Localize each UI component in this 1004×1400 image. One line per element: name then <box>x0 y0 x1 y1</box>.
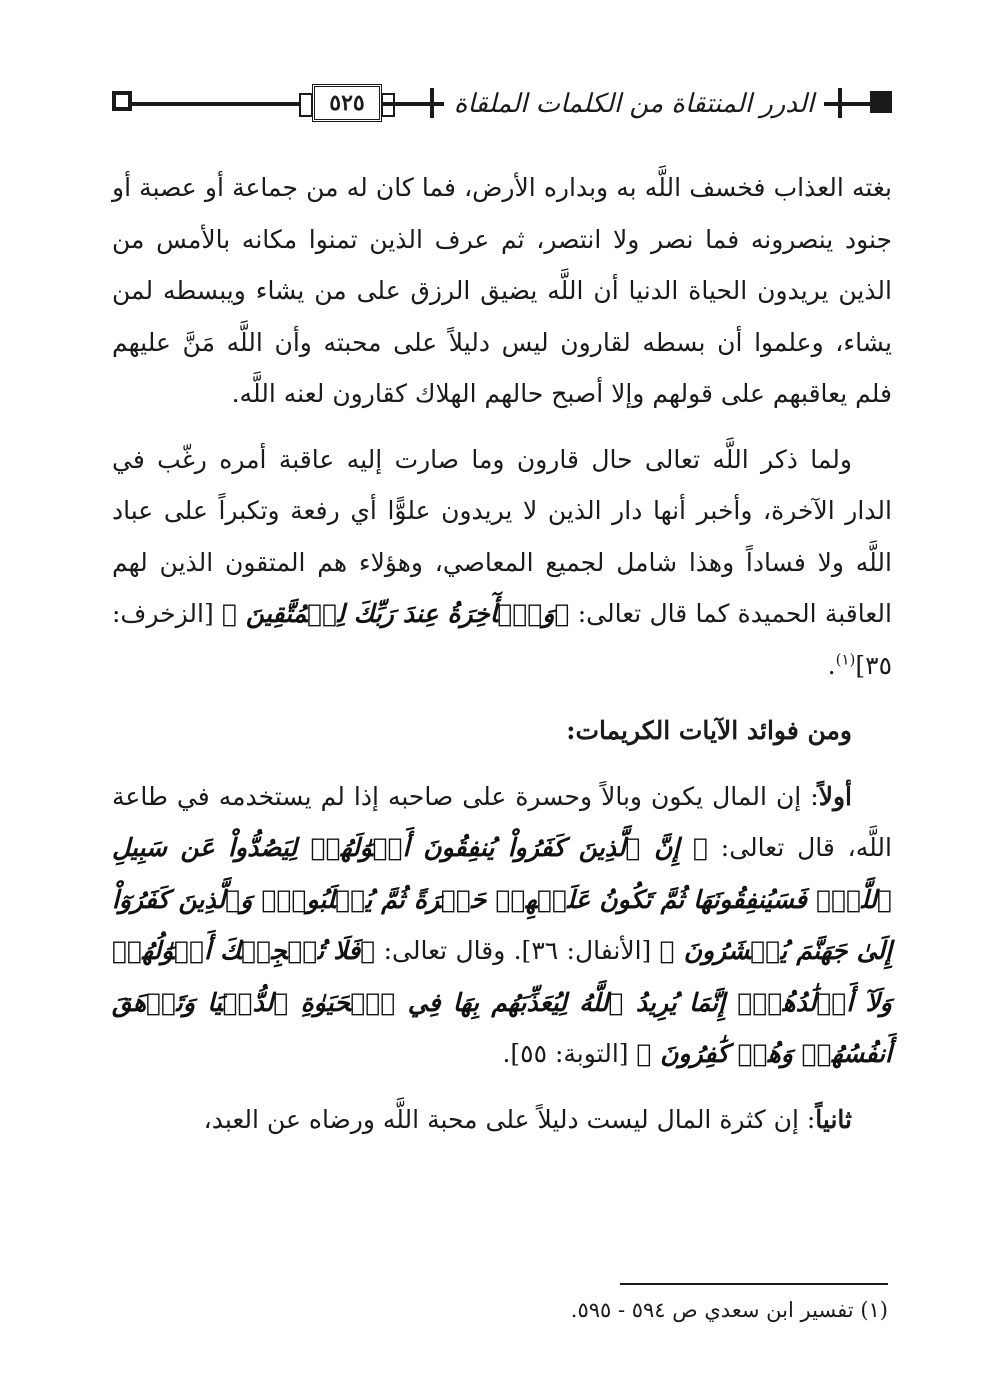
paragraph-1: بغته العذاب فخسف اللَّه به وبداره الأرض، فما كان له من جماعة أو عصبة أو جنود ينصرونه فما نصر ولا انتصر، ثم عرف الذين تمنوا مكانه بالأمس من الذين يريدون الحياة الدنيا أن اللَّه يضيق الرزق على من يشاء ويبسطه لمن يشاء، وعلموا أن بسطه لقارون ليس دليلاً على محبته وأن اللَّه مَنَّ عليهم فلم يعاقبهم على قولهم وإلا أصبح حالهم الهلاك كقارون لعنه اللَّه. <box>112 173 892 408</box>
paragraph-3 <box>112 771 892 1080</box>
paragraph-4-text: : إن كثرة المال ليست دليلاً على محبة اللَّه ورضاه عن العبد، <box>203 1104 816 1134</box>
book-title: الدرر المنتقاة من الكلمات الملقاة <box>444 82 824 126</box>
verse-reference-tawbah: [التوبة: ٥٥]. <box>502 1039 637 1068</box>
running-header <box>112 82 892 126</box>
page-number: ٥٢٥ <box>329 90 365 116</box>
paragraph-2 <box>112 434 892 692</box>
quran-verse-anfal: ﴿ إِنَّ ٱلَّذِينَ كَفَرُواْ يُنفِقُونَ أَمۡوَٰلَهُمۡ لِيَصُدُّواْ عَن سَبِيلِ ٱللَّهِۚ فَسَيُنفِقُونَهَا ثُمَّ تَكُونُ عَلَيۡهِمۡ حَسۡرَةً ثُمَّ يُغۡلَبُونَۗ وَٱلَّذِينَ كَفَرُوٓاْ إِلَىٰ جَهَنَّمَ يُحۡشَرُونَ ﴾ <box>112 833 892 965</box>
section-subheading: ومن فوائد الآيات الكريمات: <box>566 716 852 745</box>
paragraph-2-text: ولما ذكر اللَّه تعالى حال قارون وما صارت إليه عاقبة أمره رغّب في الدار الآخرة، وأخبر أنها دار الذين لا يريدون علوًّا أي رفعة وتكبراً على عباد اللَّه ولا فساداً وهذا شامل لجميع المعاصي، وهؤلاء هم المتقون الذين لهم العاقبة الحميدة كما قال تعالى: <box>112 444 892 628</box>
verse-reference-zukhruf: [الزخرف: ٣٥] <box>112 599 892 680</box>
paragraph-3-text: : إن المال يكون وبالاً وحسرة على صاحبه إذا لم يستخدمه في طاعة اللَّه، قال تعالى: <box>112 781 892 862</box>
header-divider-bar-left <box>430 88 434 118</box>
header-ornament-square-left <box>112 91 132 111</box>
header-ornament-square-right <box>870 91 892 113</box>
verse-reference-anfal: [الأنفال: ٣٦]. وقال تعالى: <box>375 936 660 965</box>
page-body <box>112 162 892 1145</box>
point-label-second: ثانياً <box>815 1104 852 1134</box>
quran-verse-tawbah: ﴿فَلَا تُعۡجِبۡكَ أَمۡوَٰلُهُمۡ وَلَآ أَوۡلَٰدُهُمۡۚ إِنَّمَا يُرِيدُ ٱللَّهُ لِيُعَذِّبَهُم بِهَا فِي ٱلۡحَيَوٰةِ ٱلدُّنۡيَا وَتَزۡهَقَ أَنفُسُهُمۡ وَهُمۡ كَٰفِرُونَ ﴾ <box>112 936 892 1068</box>
page-number-frame <box>312 84 382 122</box>
footnote-separator <box>620 1283 888 1285</box>
header-rule-left <box>132 102 312 106</box>
footnote-marker[interactable]: (١) <box>835 650 856 669</box>
point-label-first: أولاً <box>818 781 852 811</box>
paragraph-4 <box>112 1094 892 1146</box>
quran-verse-zukhruf: ﴿وَٱلۡأٓخِرَةُ عِندَ رَبِّكَ لِلۡمُتَّقِينَ ﴾ <box>221 599 570 628</box>
paragraph-2-end: . <box>827 650 836 680</box>
footnote: (١) تفسير ابن سعدي ص ٥٩٤ - ٥٩٥. <box>570 1298 888 1322</box>
header-divider-bar-right <box>838 88 842 118</box>
